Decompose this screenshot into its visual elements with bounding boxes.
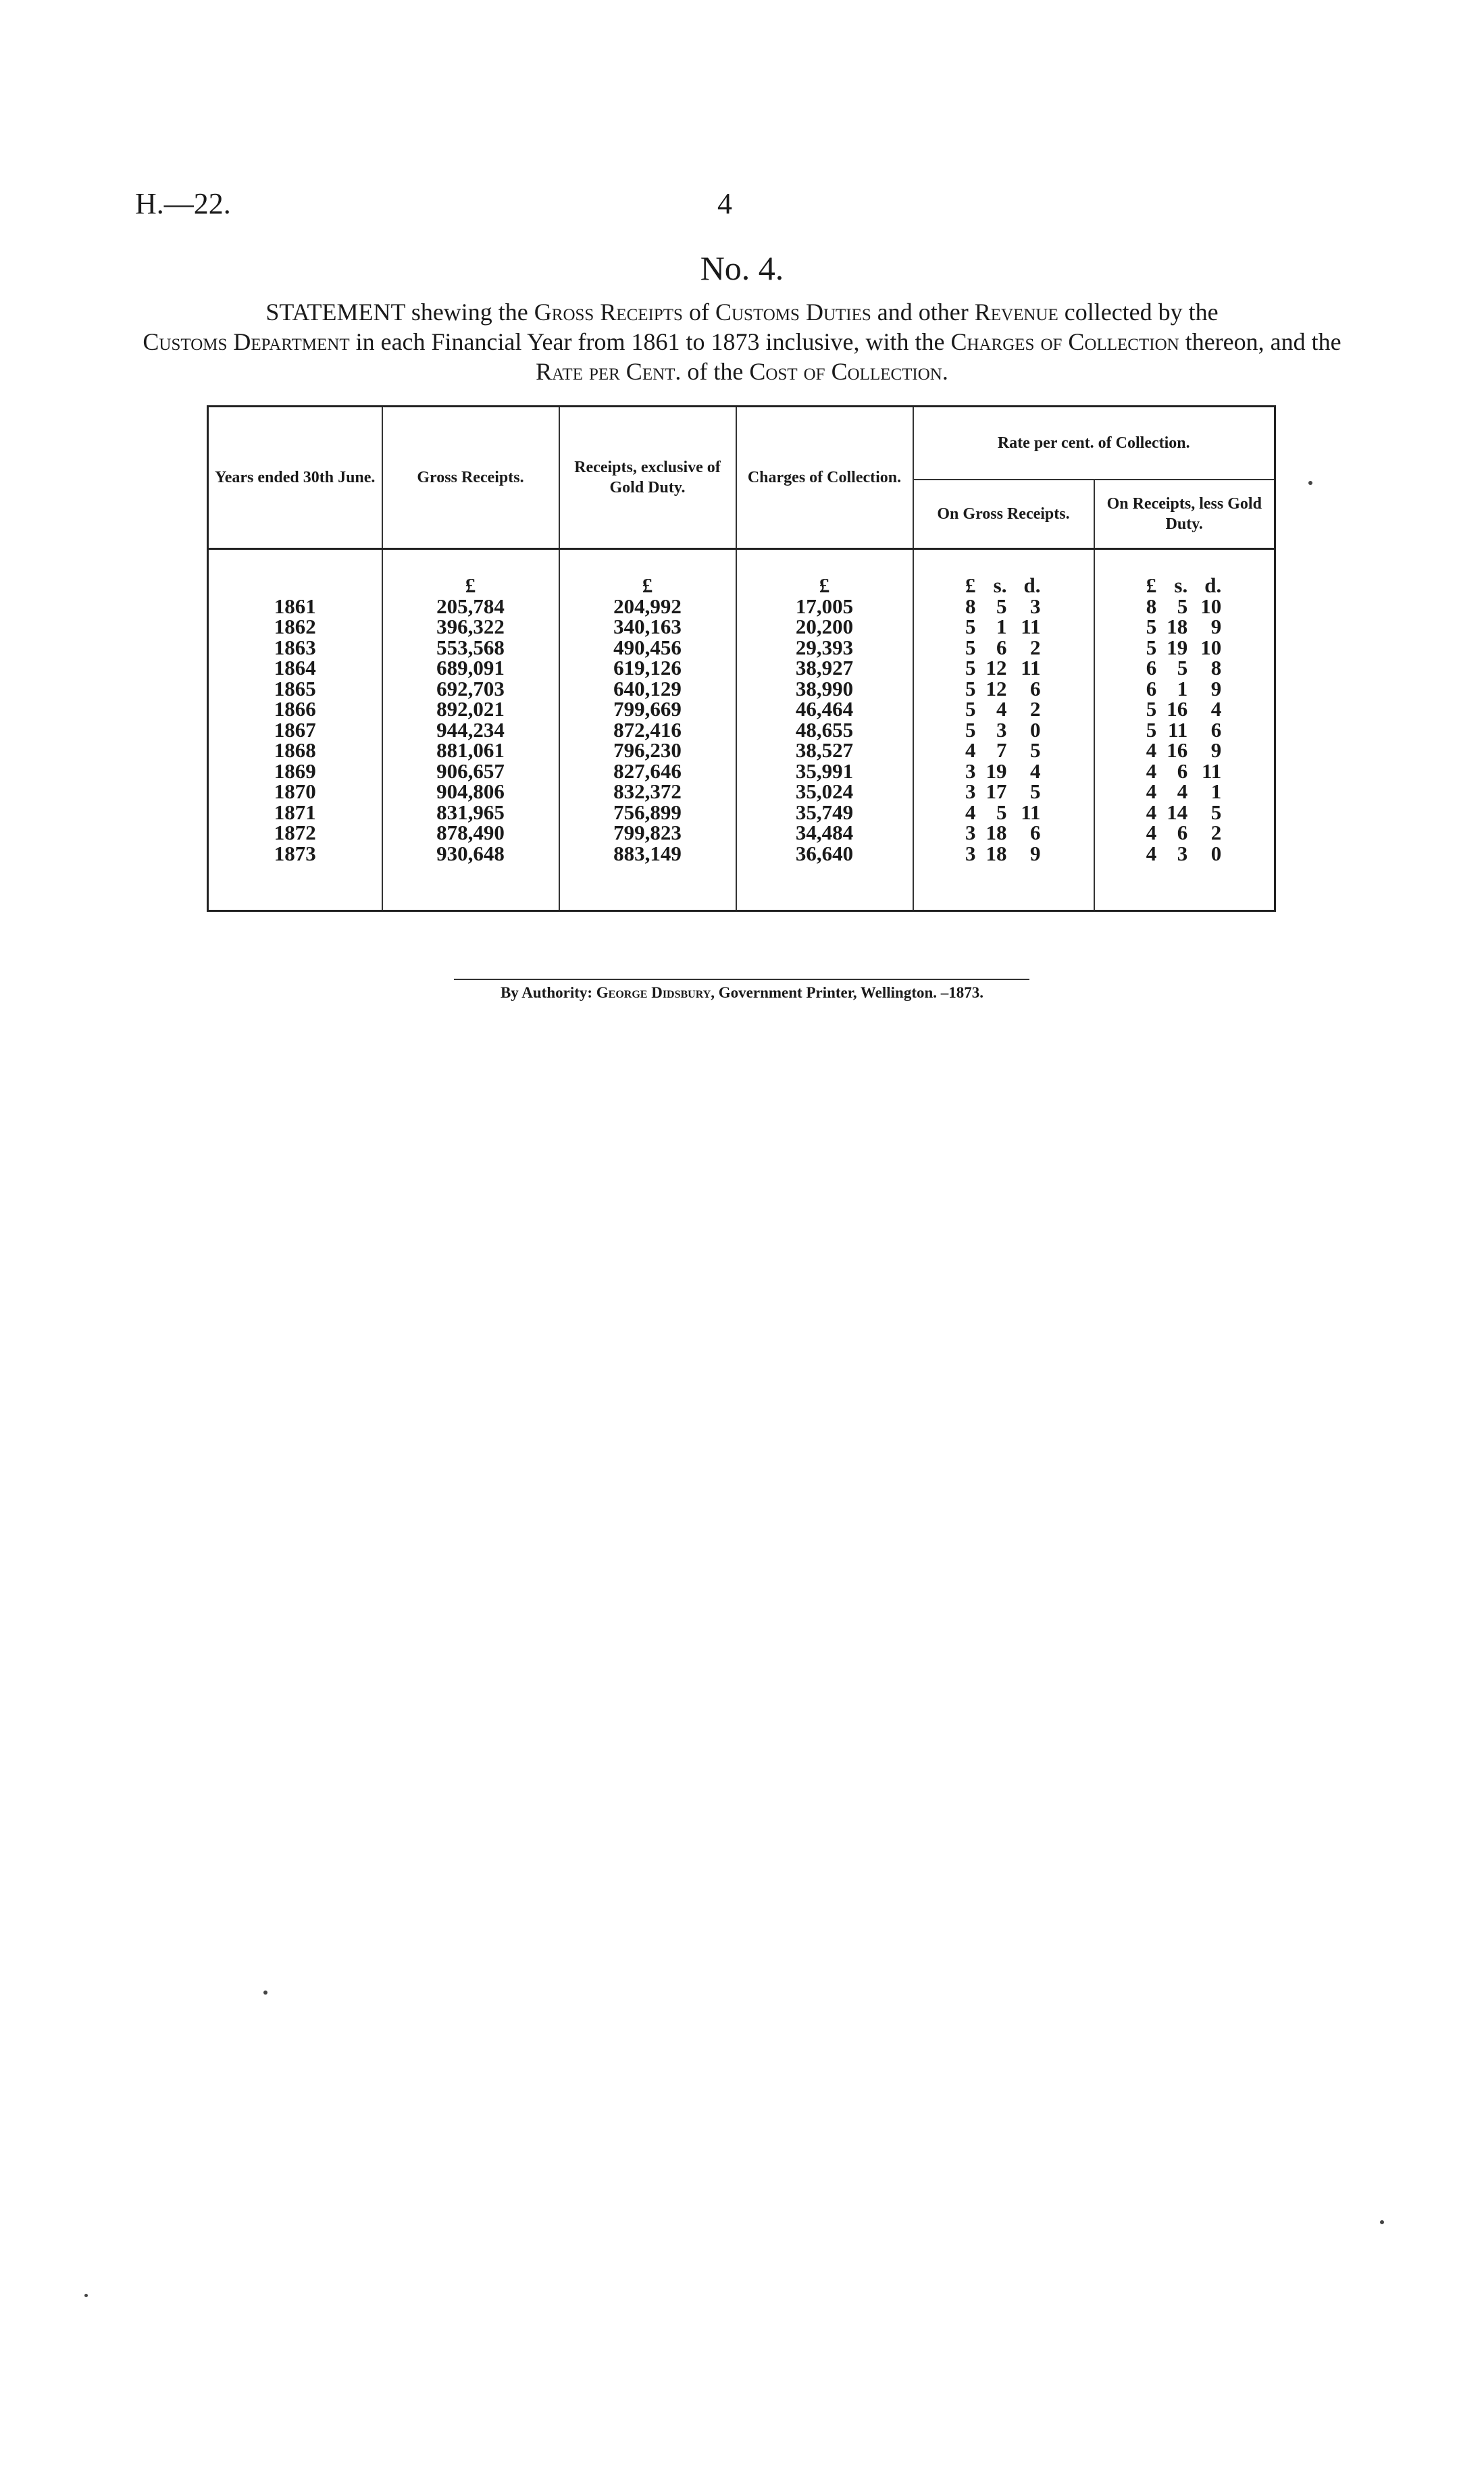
rate-less-gold-cell — [1095, 699, 1275, 720]
charges-cell: 34,484 — [795, 821, 854, 844]
pence-value: 5 — [1030, 779, 1041, 803]
pounds-value: 8 — [1146, 594, 1157, 618]
statement-term-charges: Charges of Collection — [950, 328, 1179, 355]
rate-less-gold-cell — [1095, 596, 1275, 617]
gross-receipts-cell: 689,091 — [436, 656, 505, 679]
charges-cell: 35,024 — [795, 779, 854, 803]
statement-term-gross-receipts: Gross Receipts — [534, 299, 683, 326]
document-reference: H.—22. — [135, 187, 231, 220]
receipts-exclusive-cell: 799,669 — [613, 697, 682, 721]
pounds-value: 5 — [1146, 717, 1157, 742]
column-rate-less-gold — [1094, 549, 1275, 911]
pounds-value: £ — [1146, 573, 1157, 597]
rate-on-gross-cell — [914, 617, 1094, 638]
pence-value: d. — [1023, 573, 1041, 597]
gross-receipts-cell: 831,965 — [436, 800, 505, 824]
shillings-value: 18 — [986, 841, 1007, 865]
statement-term-customs-duties: Customs Duties — [715, 299, 871, 326]
shillings-value: 5 — [1177, 594, 1188, 618]
statement-text-4: collected by the — [1064, 299, 1219, 326]
receipts-exclusive-cell: 799,823 — [613, 821, 682, 844]
pounds-value: 4 — [965, 738, 976, 762]
charges-cell: 35,749 — [795, 800, 854, 824]
pence-value: 11 — [1021, 615, 1041, 638]
rate-on-gross-cell — [914, 699, 1094, 720]
rate-less-gold-cell — [1095, 823, 1275, 844]
column-charges — [736, 549, 913, 911]
pounds-value: 5 — [965, 635, 976, 659]
pounds-value: 5 — [965, 615, 976, 638]
shillings-value: 5 — [996, 800, 1007, 824]
gross-receipts-cell: 930,648 — [436, 841, 505, 865]
shillings-value: 3 — [1177, 841, 1188, 865]
shillings-value: 1 — [1177, 676, 1188, 700]
rate-on-gross-cell — [914, 802, 1094, 823]
header-receipts-exclusive: Receipts, exclusive of Gold Duty. — [559, 407, 736, 549]
rate-on-gross-cell — [914, 635, 1094, 659]
rate-on-gross-cell — [914, 658, 1094, 679]
unit-pound: £ — [642, 573, 653, 597]
pounds-value: 4 — [1146, 759, 1157, 783]
shillings-value: 5 — [996, 594, 1007, 618]
rate-less-gold-cell — [1095, 802, 1275, 823]
unit-lsd — [1095, 575, 1275, 596]
column-gross-receipts — [382, 549, 559, 911]
rate-less-gold-cell — [1095, 658, 1275, 679]
column-years — [208, 549, 382, 911]
pence-value: 0 — [1210, 841, 1222, 865]
year-cell: 1867 — [274, 717, 316, 742]
shillings-value: 6 — [996, 635, 1007, 659]
rate-less-gold-cell — [1095, 676, 1275, 700]
pence-value: 9 — [1210, 676, 1222, 700]
shillings-value: 1 — [996, 615, 1007, 638]
pounds-value: 3 — [965, 841, 976, 865]
data-table — [207, 405, 1276, 912]
receipts-exclusive-cell: 619,126 — [613, 656, 682, 679]
rate-less-gold-cell — [1095, 717, 1275, 742]
shillings-value: 17 — [986, 779, 1007, 803]
pounds-value: 8 — [965, 594, 976, 618]
imprint-printer-name: George Didsbury, — [596, 984, 715, 1001]
pence-value: 2 — [1030, 635, 1041, 659]
pence-value: 10 — [1200, 594, 1222, 618]
pounds-value: 5 — [1146, 615, 1157, 638]
rate-less-gold-cell — [1095, 761, 1275, 782]
footer-rule — [454, 979, 1029, 980]
unit-lsd — [914, 575, 1094, 596]
rate-on-gross-cell — [914, 841, 1094, 865]
receipts-exclusive-cell: 872,416 — [613, 717, 682, 742]
charges-cell: 35,991 — [795, 759, 854, 783]
shillings-value: 16 — [1167, 697, 1188, 721]
pounds-value: 6 — [1146, 656, 1157, 679]
column-receipts-exclusive — [559, 549, 736, 911]
pounds-value: 6 — [1146, 676, 1157, 700]
rate-on-gross-cell — [914, 740, 1094, 761]
gross-receipts-cell: 906,657 — [436, 759, 505, 783]
shillings-value: 19 — [1167, 635, 1188, 659]
shillings-value: 6 — [1177, 821, 1188, 844]
receipts-exclusive-cell: 756,899 — [613, 800, 682, 824]
scan-speck — [1308, 481, 1312, 485]
charges-cell: 20,200 — [795, 615, 854, 638]
rate-on-gross-cell — [914, 717, 1094, 742]
receipts-exclusive-cell: 204,992 — [613, 594, 682, 618]
gross-receipts-cell: 878,490 — [436, 821, 505, 844]
year-cell: 1870 — [274, 779, 316, 803]
charges-cell: 38,990 — [795, 676, 854, 700]
charges-cell: 38,527 — [795, 738, 854, 762]
pence-value: 1 — [1210, 779, 1222, 803]
scan-speck — [84, 2294, 88, 2297]
header-rate-group: Rate per cent. of Collection. — [913, 407, 1275, 480]
shillings-value: 14 — [1167, 800, 1188, 824]
statement-term-customs-department: Customs Department — [143, 328, 350, 355]
shillings-value: s. — [993, 573, 1007, 597]
receipts-exclusive-cell: 340,163 — [613, 615, 682, 638]
pence-value: 10 — [1200, 635, 1222, 659]
pounds-value: 5 — [965, 717, 976, 742]
shillings-value: 6 — [1177, 759, 1188, 783]
gross-receipts-cell: 205,784 — [436, 594, 505, 618]
rate-on-gross-cell — [914, 596, 1094, 617]
year-cell: 1862 — [274, 615, 316, 638]
pence-value: 4 — [1210, 697, 1222, 721]
receipts-exclusive-cell: 827,646 — [613, 759, 682, 783]
pence-value: 3 — [1030, 594, 1041, 618]
charges-cell: 46,464 — [795, 697, 854, 721]
unit-pound: £ — [465, 573, 476, 597]
rate-less-gold-cell — [1095, 841, 1275, 865]
receipts-exclusive-cell: 640,129 — [613, 676, 682, 700]
year-cell: 1861 — [274, 594, 316, 618]
pounds-value: 5 — [1146, 635, 1157, 659]
statement-text-6: thereon, and the — [1185, 328, 1341, 355]
pounds-value: 4 — [1146, 800, 1157, 824]
scan-speck — [263, 1991, 267, 1995]
shillings-value: 7 — [996, 738, 1007, 762]
unit-spacer — [209, 575, 382, 596]
pence-value: 0 — [1030, 717, 1041, 742]
pounds-value: 5 — [965, 656, 976, 679]
pounds-value: 4 — [1146, 779, 1157, 803]
shillings-value: 19 — [986, 759, 1007, 783]
shillings-value: 11 — [1167, 717, 1188, 742]
statement-text-3: and other — [877, 299, 969, 326]
imprint-prefix: By Authority: — [500, 984, 593, 1001]
gross-receipts-cell: 881,061 — [436, 738, 505, 762]
pounds-value: 3 — [965, 821, 976, 844]
pounds-value: 4 — [1146, 821, 1157, 844]
header-charges: Charges of Collection. — [736, 407, 913, 549]
rate-less-gold-cell — [1095, 635, 1275, 659]
year-cell: 1873 — [274, 841, 316, 865]
shillings-value: 18 — [986, 821, 1007, 844]
pence-value: 6 — [1210, 717, 1222, 742]
rate-less-gold-cell — [1095, 740, 1275, 761]
scan-speck — [1380, 2220, 1384, 2224]
pence-value: 4 — [1030, 759, 1041, 783]
shillings-value: 3 — [996, 717, 1007, 742]
charges-cell: 29,393 — [795, 635, 854, 659]
pounds-value: 5 — [965, 676, 976, 700]
pounds-value: 5 — [965, 697, 976, 721]
column-rate-on-gross — [913, 549, 1094, 911]
rate-less-gold-cell — [1095, 617, 1275, 638]
statement-text-2: of — [688, 299, 709, 326]
gross-receipts-cell: 396,322 — [436, 615, 505, 638]
pence-value: 11 — [1201, 759, 1222, 783]
unit-pound: £ — [819, 573, 830, 597]
rate-on-gross-cell — [914, 676, 1094, 700]
customs-statement-table — [207, 405, 1274, 912]
year-cell: 1868 — [274, 738, 316, 762]
pounds-value: 4 — [1146, 841, 1157, 865]
shillings-value: 4 — [996, 697, 1007, 721]
shillings-value: 16 — [1167, 738, 1188, 762]
statement-title — [132, 297, 1352, 386]
rate-less-gold-cell — [1095, 781, 1275, 802]
pence-value: 8 — [1210, 656, 1222, 679]
statement-term-cost: Cost of Collection. — [749, 358, 948, 385]
charges-cell: 36,640 — [795, 841, 854, 865]
statement-term-revenue: Revenue — [974, 299, 1058, 326]
shillings-value: s. — [1174, 573, 1188, 597]
pence-value: 2 — [1210, 821, 1222, 844]
charges-cell: 48,655 — [795, 717, 854, 742]
gross-receipts-cell: 553,568 — [436, 635, 505, 659]
pounds-value: 5 — [1146, 697, 1157, 721]
rate-on-gross-cell — [914, 823, 1094, 844]
pounds-value: £ — [965, 573, 976, 597]
charges-cell: 38,927 — [795, 656, 854, 679]
statement-text-5: in each Financial Year from 1861 to 1873 inclusive, with the — [355, 328, 945, 355]
year-cell: 1865 — [274, 676, 316, 700]
header-gross-receipts: Gross Receipts. — [382, 407, 559, 549]
pence-value: 6 — [1030, 821, 1041, 844]
pounds-value: 4 — [1146, 738, 1157, 762]
pence-value: 9 — [1030, 841, 1041, 865]
statement-text-1: STATEMENT shewing the — [265, 299, 528, 326]
year-cell: 1872 — [274, 821, 316, 844]
page-number: 4 — [717, 187, 732, 220]
shillings-value: 18 — [1167, 615, 1188, 638]
pence-value: 5 — [1210, 800, 1222, 824]
charges-cell: 17,005 — [795, 594, 854, 618]
imprint-suffix: Government Printer, Wellington. –1873. — [718, 984, 984, 1001]
pence-value: d. — [1204, 573, 1222, 597]
year-cell: 1864 — [274, 656, 316, 679]
year-cell: 1866 — [274, 697, 316, 721]
year-cell: 1863 — [274, 635, 316, 659]
pounds-value: 3 — [965, 759, 976, 783]
statement-term-rate: Rate per Cent. — [536, 358, 682, 385]
document-number: No. 4. — [700, 249, 784, 287]
pence-value: 9 — [1210, 738, 1222, 762]
shillings-value: 4 — [1177, 779, 1188, 803]
header-on-gross: On Gross Receipts. — [913, 480, 1094, 549]
receipts-exclusive-cell: 832,372 — [613, 779, 682, 803]
pence-value: 11 — [1021, 800, 1041, 824]
gross-receipts-cell: 944,234 — [436, 717, 505, 742]
receipts-exclusive-cell: 883,149 — [613, 841, 682, 865]
printer-imprint — [0, 984, 1484, 1002]
receipts-exclusive-cell: 796,230 — [613, 738, 682, 762]
rate-on-gross-cell — [914, 761, 1094, 782]
gross-receipts-cell: 692,703 — [436, 676, 505, 700]
header-years: Years ended 30th June. — [208, 407, 382, 549]
receipts-exclusive-cell: 490,456 — [613, 635, 682, 659]
pounds-value: 3 — [965, 779, 976, 803]
year-cell: 1871 — [274, 800, 316, 824]
gross-receipts-cell: 892,021 — [436, 697, 505, 721]
pence-value: 6 — [1030, 676, 1041, 700]
shillings-value: 12 — [986, 676, 1007, 700]
pence-value: 11 — [1021, 656, 1041, 679]
year-cell: 1869 — [274, 759, 316, 783]
header-on-less-gold: On Receipts, less Gold Duty. — [1094, 480, 1275, 549]
shillings-value: 12 — [986, 656, 1007, 679]
statement-text-7: of the — [687, 358, 744, 385]
gross-receipts-cell: 904,806 — [436, 779, 505, 803]
pence-value: 5 — [1030, 738, 1041, 762]
shillings-value: 5 — [1177, 656, 1188, 679]
pence-value: 9 — [1210, 615, 1222, 638]
rate-on-gross-cell — [914, 781, 1094, 802]
pounds-value: 4 — [965, 800, 976, 824]
pence-value: 2 — [1030, 697, 1041, 721]
